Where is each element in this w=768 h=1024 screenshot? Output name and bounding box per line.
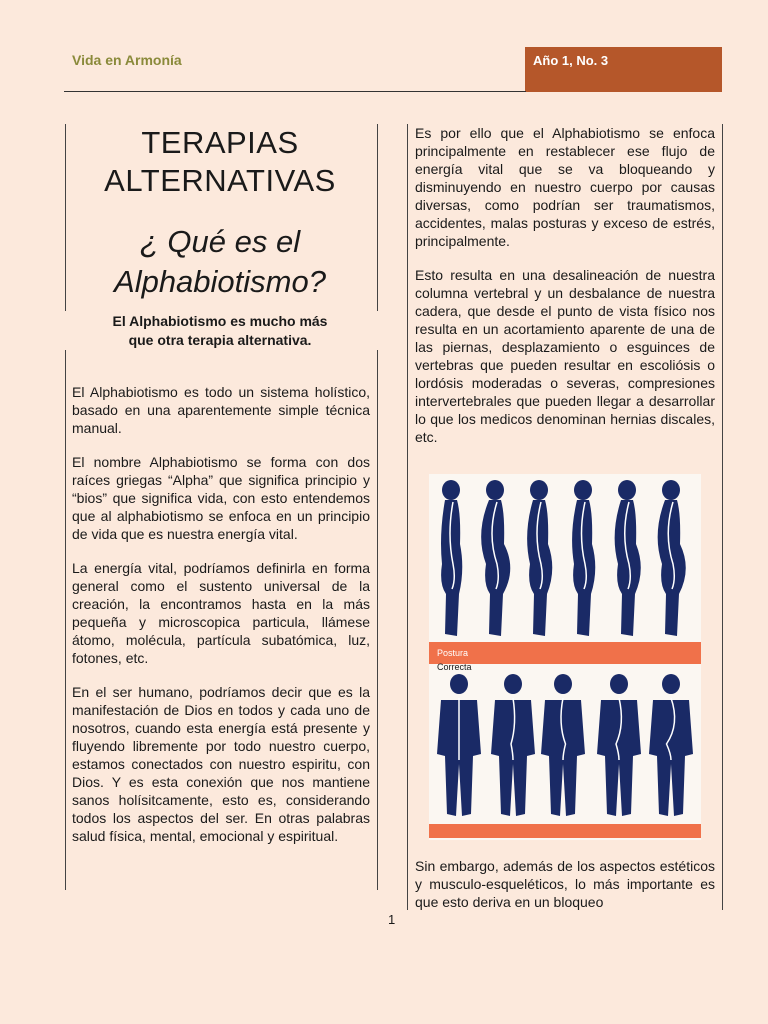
column-divider [407, 124, 408, 910]
column-divider [65, 124, 66, 311]
label-band [429, 642, 701, 664]
article-subtitle: ¿ Qué es el Alphabiotismo? [114, 224, 326, 299]
back-silhouette [491, 674, 535, 816]
paragraph: Sin embargo, además de los aspectos estéticos y musculo-esqueléticos, lo más importante es que esto deriva en un bloqueo [415, 858, 715, 910]
paragraph: En el ser humano, podríamos decir que es la manifestación de Dios en todos y cada uno de nosotros, cuando esta energía está presente y fluyendo libremente por todo nuestro cuerpo, estamos conectados con nuestro espiritu, con Dios. Y es esta conexión que nos mantiene sanos holísitcamente, esto es, considerando todos los aspectos del ser. En otras palabras salud física, mental, emocional y espiritual. [72, 684, 370, 844]
right-column-bottom [415, 857, 715, 927]
figure-label-line1: Postura [437, 648, 469, 658]
figure-label-line2: Correcta [437, 662, 472, 672]
back-silhouette [597, 674, 641, 816]
posture-figure [429, 474, 701, 840]
side-silhouette [658, 480, 686, 636]
back-silhouette [437, 674, 481, 816]
page-number: 1 [388, 912, 396, 927]
back-silhouette [541, 674, 585, 816]
bottom-band [429, 824, 701, 838]
column-divider [377, 350, 378, 890]
side-silhouette [527, 480, 552, 636]
side-silhouette [615, 480, 641, 636]
article-title: TERAPIAS ALTERNATIVAS [104, 125, 336, 198]
paragraph: El Alphabiotismo es todo un sistema holístico, basado en una aparentemente simple técnica manual. [72, 384, 370, 436]
posture-illustration [429, 474, 701, 840]
left-column [72, 383, 370, 861]
column-divider [65, 350, 66, 890]
paragraph: Esto resulta en una desalineación de nuestra columna vertebral y un desbalance de nuestra cadera, que desde el punto de vista físico nos resulta en un acortamiento aparente de una de las piernas, desplazamiento o esguinces de vertebras que pueden resultar en escoliósis o lordósis moderadas o severas, compresiones intervertebrales que pueden llegar a desarrollar lo que los medicos denominan hernias discales, etc. [415, 267, 715, 445]
side-silhouette [481, 480, 510, 636]
column-divider [722, 124, 723, 910]
article-lead: El Alphabiotismo es mucho más que otra terapia alternativa. [112, 313, 328, 348]
side-silhouette [572, 480, 595, 636]
issue-number: Año 1, No. 3 [533, 53, 609, 68]
back-silhouette [649, 674, 693, 816]
column-divider [377, 124, 378, 311]
side-silhouette [441, 480, 462, 636]
paragraph: El nombre Alphabiotismo se forma con dos raíces griegas “Alpha” que significa principio y “bios” que significa vida, con esto entendemos que al alphabiotismo se enfoca en un principio de vida que es nuestra energía vital. [72, 454, 370, 542]
publication-name: Vida en Armonía [72, 52, 182, 68]
header-rule [64, 91, 526, 92]
paragraph: Es por ello que el Alphabiotismo se enfoca principalmente en restablecer ese flujo de energía vital que se va bloqueando y disminuyendo en nuestro cuerpo por causas diversas, como podrían ser traumatismos, accidentes, malas posturas y exceso de estrés, principalmente. [415, 125, 715, 249]
paragraph: La energía vital, podríamos definirla en forma general como el sustento universal de la creación, la encontramos hasta en la más pequeña y microscopica particula, llámese átomo, molécula, partícula subatómica, luz, fotones, etc. [72, 560, 370, 666]
issue-badge [525, 47, 722, 92]
right-column-top [415, 124, 715, 462]
